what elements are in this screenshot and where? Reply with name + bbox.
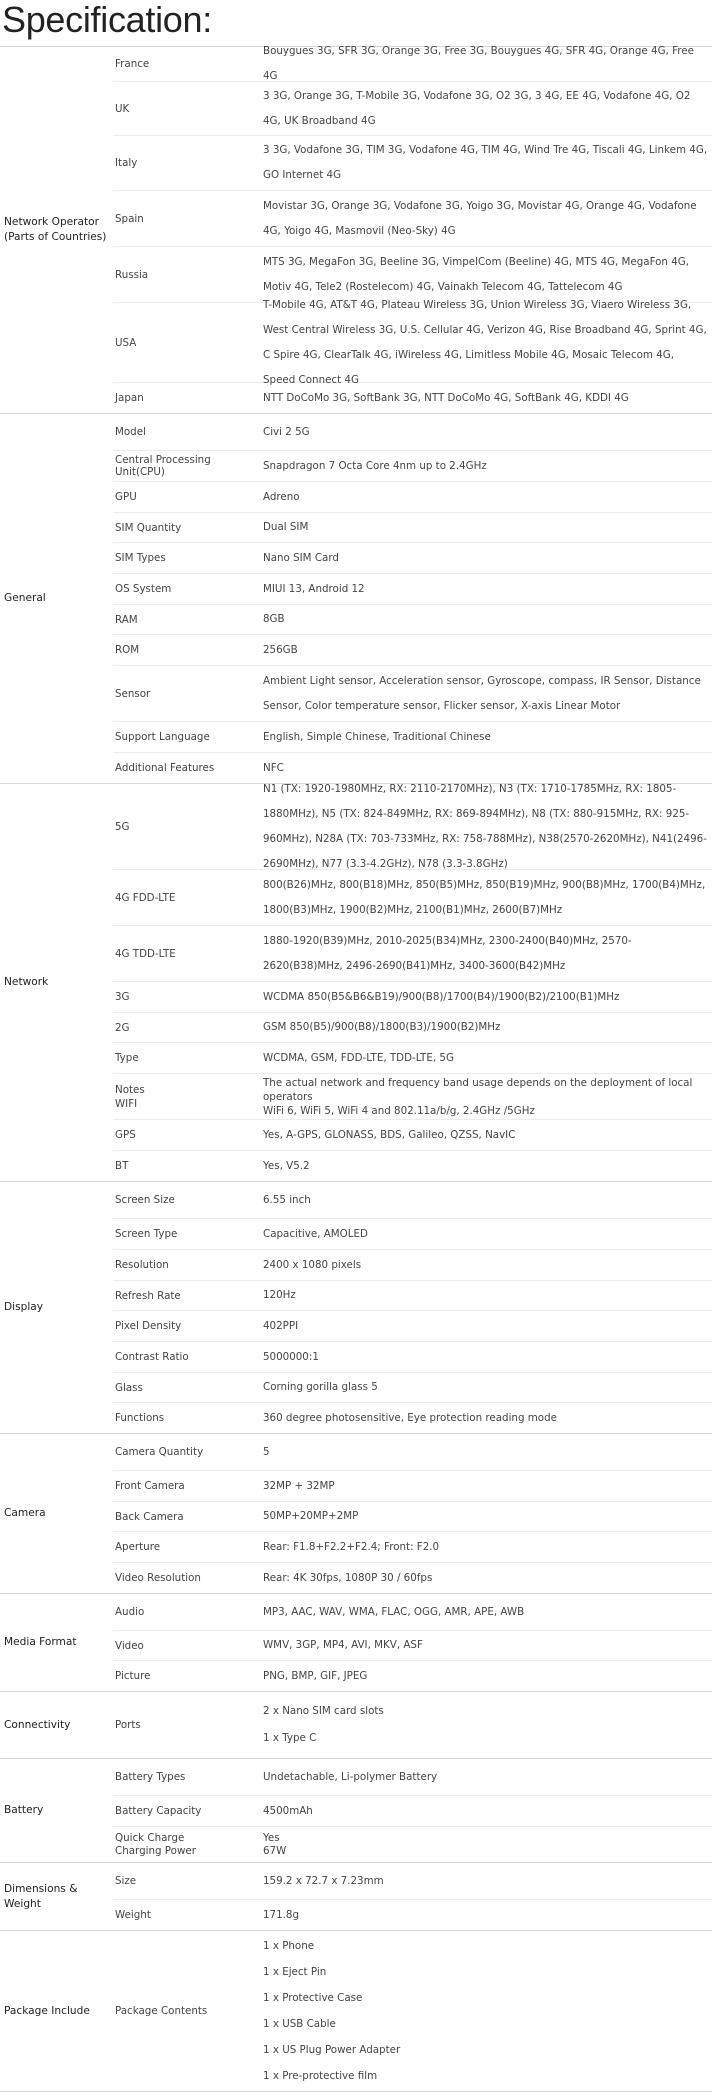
- spec-value: 360 degree photosensitive, Eye protection reading mode: [263, 1411, 557, 1424]
- spec-key: GPU: [115, 491, 137, 503]
- spec-key: Contrast Ratio: [115, 1351, 189, 1363]
- spec-row: [113, 1692, 712, 1758]
- spec-key: Front Camera: [115, 1480, 185, 1492]
- spec-key: Camera Quantity: [115, 1446, 204, 1458]
- section-label: Network: [4, 976, 49, 988]
- spec-value: 3 3G, Vodafone 3G, TIM 3G, Vodafone 4G, TIM 4G, Wind Tre 4G, Tiscali 4G, Linkem 4G, GO Internet 4G: [263, 144, 708, 181]
- section-rows: [113, 1863, 712, 1930]
- spec-value-line: WiFi 6, WiFi 5, WiFi 4 and 802.11a/b/g, 2.4GHz /5GHz: [263, 1104, 535, 1117]
- spec-key: SIM Quantity: [115, 521, 182, 534]
- spec-section: [0, 1862, 712, 1930]
- spec-value: WMV, 3GP, MP4, AVI, MKV, ASF: [263, 1639, 423, 1651]
- spec-value: English, Simple Chinese, Traditional Chinese: [263, 730, 491, 743]
- spec-value: Bouygues 3G, SFR 3G, Orange 3G, Free 3G, Bouygues 4G, SFR 4G, Orange 4G, Free 4G: [263, 45, 694, 82]
- spec-section: [0, 413, 712, 783]
- spec-key: GPS: [115, 1129, 136, 1141]
- spec-key: BT: [115, 1160, 129, 1172]
- spec-key: Sensor: [115, 687, 151, 700]
- spec-row: [113, 1863, 712, 1899]
- spec-key: Battery Capacity: [115, 1805, 202, 1817]
- spec-value-line: 2 x Nano SIM card slots: [263, 1705, 384, 1717]
- spec-value: 1880-1920(B39)MHz, 2010-2025(B34)MHz, 2300-2400(B40)MHz, 2570-2620(B38)MHz, 2496-2690(B41)MHz, 3400-3600(B42)MHz: [263, 934, 632, 972]
- spec-row: [113, 925, 712, 981]
- spec-value: Corning gorilla glass 5: [263, 1381, 378, 1393]
- spec-key: Resolution: [115, 1259, 169, 1271]
- spec-row: [113, 869, 712, 925]
- spec-value: [263, 1071, 712, 1123]
- spec-key: USA: [115, 336, 137, 349]
- spec-row: [113, 512, 712, 542]
- section-label: Battery: [4, 1804, 44, 1816]
- spec-section: [0, 46, 712, 413]
- spec-key: Glass: [115, 1381, 143, 1394]
- spec-row: [113, 1660, 712, 1691]
- section-label: Network Operator (Parts of Countries): [4, 216, 107, 243]
- spec-value: Civi 2 5G: [263, 425, 310, 438]
- section-label: General: [4, 592, 46, 604]
- spec-value: 256GB: [263, 643, 298, 656]
- spec-value: PNG, BMP, GIF, JPEG: [263, 1669, 368, 1682]
- spec-section: [0, 1433, 712, 1593]
- spec-row: [113, 1280, 712, 1310]
- spec-key: France: [115, 58, 150, 70]
- spec-key: RAM: [115, 613, 138, 626]
- spec-key: SIM Types: [115, 552, 166, 564]
- spec-row: [113, 1218, 712, 1249]
- spec-value: Movistar 3G, Orange 3G, Vodafone 3G, Yoigo 3G, Movistar 4G, Orange 4G, Vodafone 4G, Yoigo 4G, Masmovil (Neo-Sky) 4G: [263, 199, 697, 237]
- spec-section: [0, 1758, 712, 1862]
- spec-value: N1 (TX: 1920-1980MHz, RX: 2110-2170MHz), N3 (TX: 1710-1785MHz, RX: 1805-1880MHz), N5 (TX: 824-849MHz, RX: 869-894MHz), N8 (TX: 880-915MHz, RX: 925-960MHz), N28A (TX: 703-733MHz, RX: 758-788MHz), N38(2570-2620MHz), N41(2496-2690MHz), N77 (3.3-4.2GHz), N78 (3.3-3.8GHz): [263, 782, 707, 870]
- spec-row: [113, 1042, 712, 1073]
- section-label: Package Include: [4, 2004, 90, 2017]
- spec-key: Screen Type: [115, 1228, 178, 1240]
- spec-row: [113, 1630, 712, 1660]
- section-label: Dimensions & Weight: [4, 1882, 78, 1910]
- spec-key-line: Charging Power: [115, 1844, 196, 1857]
- spec-key: [113, 1832, 263, 1858]
- spec-key: Functions: [115, 1412, 165, 1424]
- spec-key: Support Language: [115, 731, 210, 743]
- spec-row: [113, 450, 712, 481]
- spec-key: Type: [115, 1052, 139, 1064]
- spec-key: Picture: [115, 1670, 151, 1682]
- spec-value: [263, 1827, 712, 1863]
- spec-value: 3 3G, Orange 3G, T-Mobile 3G, Vodafone 3G, O2 3G, 3 4G, EE 4G, Vodafone 4G, O2 4G, UK Broadband 4G: [263, 89, 691, 127]
- spec-row: [113, 1372, 712, 1402]
- spec-key: Russia: [115, 268, 149, 281]
- package-item: 1 x USB Cable: [263, 2018, 336, 2030]
- spec-key: Audio: [115, 1606, 145, 1618]
- spec-row: [113, 542, 712, 573]
- spec-row: [113, 298, 712, 386]
- spec-row: [113, 1795, 712, 1826]
- package-item: 1 x Protective Case: [263, 1992, 363, 2004]
- spec-key: Central Processing Unit(CPU): [115, 454, 211, 478]
- spec-value: 800(B26)MHz, 800(B18)MHz, 850(B5)MHz, 850(B19)MHz, 900(B8)MHz, 1700(B4)MHz, 1800(B3)MHz, 1900(B2)MHz, 2100(B1)MHz, 2600(B7)MHz: [263, 878, 706, 916]
- section-rows: [113, 414, 712, 783]
- spec-section: [0, 1181, 712, 1433]
- spec-key: 3G: [115, 991, 130, 1003]
- package-item: 1 x Eject Pin: [263, 1966, 327, 1978]
- section-rows: [113, 1759, 712, 1862]
- spec-key: Size: [115, 1875, 137, 1887]
- spec-value: MIUI 13, Android 12: [263, 582, 365, 595]
- spec-value: T-Mobile 4G, AT&T 4G, Plateau Wireless 3G, Union Wireless 3G, Viaero Wireless 3G, West Central Wireless 3G, U.S. Cellular 4G, Verizon 4G, Rise Broadband 4G, Sprint 4G, C Spire 4G, ClearTalk 4G, iWireless 4G, Limitless Mobile 4G, Mosaic Telecom 4G, Speed Connect 4G: [263, 298, 707, 386]
- spec-value: 8GB: [263, 613, 285, 625]
- spec-value-line: Yes: [263, 1831, 280, 1844]
- section-rows: [113, 784, 712, 1181]
- spec-value: Undetachable, Li-polymer Battery: [263, 1770, 438, 1783]
- spec-key-line: Notes: [115, 1083, 145, 1096]
- spec-value-line: 67W: [263, 1844, 287, 1857]
- spec-section: [0, 1593, 712, 1691]
- spec-row: [113, 1150, 712, 1181]
- spec-value: GSM 850(B5)/900(B8)/1800(B3)/1900(B2)MHz: [263, 1021, 501, 1033]
- section-label: Camera: [4, 1507, 46, 1519]
- spec-value: Adreno: [263, 490, 300, 503]
- spec-value: 50MP+20MP+2MP: [263, 1510, 359, 1522]
- spec-key: 4G FDD-LTE: [115, 891, 176, 904]
- spec-key: 5G: [115, 820, 130, 833]
- spec-value: Snapdragon 7 Octa Core 4nm up to 2.4GHz: [263, 459, 487, 472]
- spec-row: [113, 1531, 712, 1562]
- spec-row: [113, 1562, 712, 1593]
- spec-row: [113, 1073, 712, 1119]
- spec-value: Dual SIM: [263, 521, 309, 533]
- section-rows: [113, 47, 712, 413]
- spec-row: [113, 721, 712, 752]
- spec-key-line: Quick Charge: [115, 1831, 185, 1844]
- section-label: Connectivity: [4, 1718, 71, 1731]
- spec-key-line: WIFI: [115, 1097, 138, 1110]
- spec-value: 2400 x 1080 pixels: [263, 1258, 362, 1271]
- spec-value: Yes, V5.2: [263, 1159, 310, 1172]
- spec-row: [113, 1470, 712, 1501]
- page-title: Specification:: [2, 0, 212, 40]
- spec-value: 120Hz: [263, 1289, 296, 1301]
- spec-row: [113, 981, 712, 1012]
- spec-row: [113, 634, 712, 665]
- spec-row: [113, 1434, 712, 1470]
- spec-value: 32MP + 32MP: [263, 1479, 335, 1492]
- spec-row: [113, 1899, 712, 1930]
- spec-value: [263, 1928, 712, 2094]
- spec-key: Refresh Rate: [115, 1289, 181, 1302]
- spec-row: [113, 1012, 712, 1042]
- spec-row: [113, 1182, 712, 1218]
- spec-key: UK: [115, 102, 130, 115]
- spec-value: 6.55 inch: [263, 1193, 311, 1206]
- spec-value: Ambient Light sensor, Acceleration sensor, Gyroscope, compass, IR Sensor, Distance Sensor, Color temperature sensor, Flicker sensor, X-axis Linear Motor: [263, 674, 701, 712]
- spec-row: [113, 1402, 712, 1433]
- spec-value: 159.2 x 72.7 x 7.23mm: [263, 1874, 384, 1887]
- spec-row: [113, 135, 712, 190]
- section-rows: [113, 1182, 712, 1433]
- package-item: 1 x Phone: [263, 1940, 315, 1952]
- spec-key: 2G: [115, 1021, 130, 1034]
- spec-value: [263, 1693, 712, 1757]
- spec-row: [113, 47, 712, 81]
- spec-value: Rear: F1.8+F2.2+F2.4; Front: F2.0: [263, 1540, 440, 1553]
- spec-row: [113, 1310, 712, 1341]
- spec-value: MP3, AAC, WAV, WMA, FLAC, OGG, AMR, APE, AWB: [263, 1605, 525, 1618]
- spec-row: [113, 1759, 712, 1795]
- package-item: 1 x US Plug Power Adapter: [263, 2044, 401, 2056]
- spec-value: MTS 3G, MegaFon 3G, Beeline 3G, VimpelCom (Beeline) 4G, MTS 4G, MegaFon 4G, Motiv 4G, Tele2 (Rostelecom) 4G, Vainakh Telecom 4G, Tattelecom 4G: [263, 255, 690, 293]
- section-label: Media Format: [4, 1636, 77, 1648]
- spec-value: Yes, A-GPS, GLONASS, BDS, Galileo, QZSS, NavIC: [263, 1128, 516, 1141]
- spec-row: [113, 1341, 712, 1372]
- spec-key: [113, 1083, 263, 1111]
- section-rows: [113, 1931, 712, 2091]
- spec-row: [113, 1249, 712, 1280]
- spec-key: Additional Features: [115, 762, 215, 774]
- spec-key: Video Resolution: [115, 1572, 201, 1584]
- spec-value: Rear: 4K 30fps, 1080P 30 / 60fps: [263, 1571, 433, 1584]
- spec-row: [113, 604, 712, 634]
- spec-key: Package Contents: [115, 2005, 208, 2017]
- spec-row: [113, 784, 712, 869]
- spec-key: Weight: [115, 1909, 151, 1921]
- spec-value: 402PPI: [263, 1319, 299, 1332]
- spec-section: [0, 783, 712, 1181]
- spec-row: [113, 1501, 712, 1531]
- spec-row: [113, 481, 712, 512]
- spec-value: 171.8g: [263, 1908, 300, 1921]
- spec-key: Screen Size: [115, 1194, 175, 1206]
- section-rows: [113, 1434, 712, 1593]
- package-item: 1 x Pre-protective film: [263, 2070, 378, 2082]
- spec-value: NFC: [263, 761, 284, 774]
- spec-value: 5000000:1: [263, 1350, 319, 1363]
- section-label: Display: [4, 1301, 44, 1313]
- spec-value-line: 1 x Type C: [263, 1732, 317, 1744]
- spec-section: [0, 1691, 712, 1758]
- spec-key: Ports: [115, 1719, 141, 1731]
- spec-row: [113, 382, 712, 413]
- spec-value: 4500mAh: [263, 1804, 313, 1817]
- spec-key: Model: [115, 426, 146, 438]
- spec-key: Aperture: [115, 1541, 161, 1553]
- spec-key: Spain: [115, 212, 144, 225]
- spec-value: Capacitive, AMOLED: [263, 1227, 368, 1240]
- spec-key: Back Camera: [115, 1510, 184, 1523]
- spec-key: Battery Types: [115, 1771, 186, 1783]
- spec-value: 5: [263, 1445, 270, 1458]
- spec-key: Japan: [115, 392, 144, 404]
- spec-section: [0, 1930, 712, 2092]
- spec-key: Pixel Density: [115, 1320, 182, 1332]
- spec-value: Nano SIM Card: [263, 551, 339, 564]
- section-rows: [113, 1692, 712, 1758]
- spec-key: 4G TDD-LTE: [115, 947, 176, 960]
- spec-key: ROM: [115, 644, 140, 656]
- spec-row: [113, 81, 712, 135]
- spec-row: [113, 1594, 712, 1630]
- spec-value: WCDMA, GSM, FDD-LTE, TDD-LTE, 5G: [263, 1051, 454, 1064]
- spec-row: [113, 665, 712, 721]
- spec-key: Italy: [115, 157, 138, 169]
- spec-row: [113, 1826, 712, 1862]
- spec-value: WCDMA 850(B5&B6&B19)/900(B8)/1700(B4)/1900(B2)/2100(B1)MHz: [263, 990, 620, 1003]
- spec-key: OS System: [115, 583, 172, 595]
- spec-row: [113, 573, 712, 604]
- spec-key: Video: [115, 1639, 144, 1652]
- spec-row: [113, 1931, 712, 2091]
- spec-value: NTT DoCoMo 3G, SoftBank 3G, NTT DoCoMo 4G, SoftBank 4G, KDDI 4G: [263, 391, 629, 404]
- spec-table: [0, 46, 712, 2092]
- spec-row: [113, 190, 712, 246]
- spec-row: [113, 414, 712, 450]
- spec-value-line: The actual network and frequency band usage depends on the deployment of local operators: [263, 1076, 693, 1103]
- spec-row: [113, 1119, 712, 1150]
- section-rows: [113, 1594, 712, 1691]
